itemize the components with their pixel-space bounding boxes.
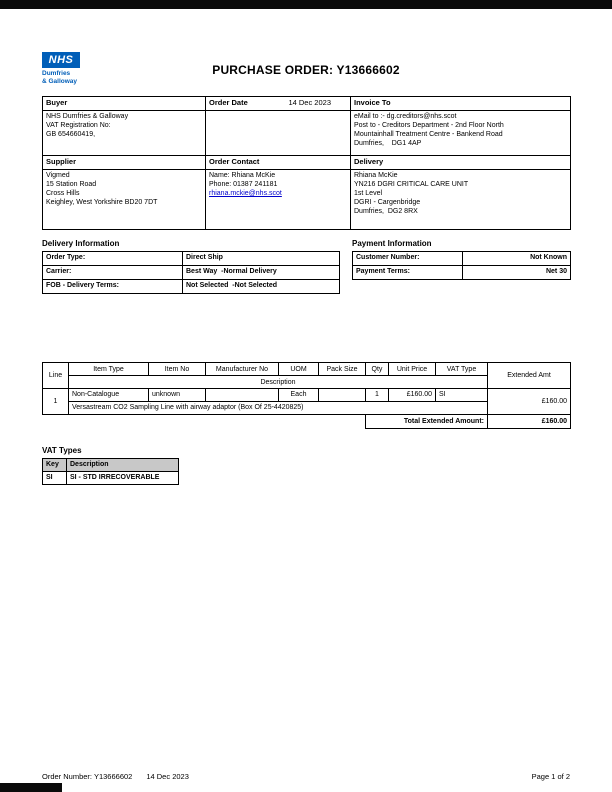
- payment-information-table: [352, 251, 571, 280]
- page-footer: [42, 772, 570, 781]
- order-header-table: [42, 96, 571, 230]
- order-contact-header: Order Contact: [206, 156, 351, 170]
- col-header-qty: Qty: [366, 363, 389, 376]
- customer-number-value: Not Known: [463, 252, 571, 266]
- delivery-information-heading: Delivery Information: [42, 239, 120, 248]
- footer-page-indicator: Page 1 of 2: [531, 772, 570, 781]
- top-edge-bar: [0, 0, 612, 9]
- invoice-to-line: Dumfries, DG1 4AP: [354, 140, 422, 147]
- order-date-label: Order Date: [209, 98, 248, 107]
- line-items-table: [42, 362, 571, 429]
- buyer-details: [43, 111, 206, 156]
- order-date-value: 14 Dec 2023: [288, 98, 331, 107]
- table-row: [43, 280, 340, 294]
- invoice-to-header: Invoice To: [351, 97, 571, 111]
- delivery-header: Delivery: [351, 156, 571, 170]
- col-header-unit-price: Unit Price: [389, 363, 436, 376]
- item-qty: 1: [366, 389, 389, 402]
- table-row: [43, 252, 340, 266]
- supplier-line: Vigmed: [46, 172, 70, 179]
- col-header-pack-size: Pack Size: [319, 363, 366, 376]
- delivery-line: Rhiana McKie: [354, 172, 398, 179]
- table-row: [43, 389, 571, 402]
- vat-types-heading: VAT Types: [42, 446, 82, 455]
- buyer-header: Buyer: [43, 97, 206, 111]
- carrier-value: Best Way -Normal Delivery: [183, 266, 340, 280]
- item-pack-size: [319, 389, 366, 402]
- contact-email-link[interactable]: rhiana.mckie@nhs.scot: [209, 190, 282, 197]
- item-uom: Each: [279, 389, 319, 402]
- vat-header-row: [43, 459, 179, 472]
- vat-key-value: SI: [43, 472, 67, 485]
- supplier-details: [43, 170, 206, 230]
- col-header-item-no: Item No: [149, 363, 206, 376]
- fob-terms-value: Not Selected -Not Selected: [183, 280, 340, 294]
- nhs-logo-box: NHS: [42, 52, 80, 68]
- items-header-row: [43, 363, 571, 376]
- buyer-line: VAT Registration No:: [46, 122, 111, 129]
- invoice-to-line: Mountainhall Treatment Centre - Bankend Road: [354, 131, 503, 138]
- customer-number-label: Customer Number:: [353, 252, 463, 266]
- delivery-line: DGRI - Cargenbridge: [354, 199, 421, 206]
- order-date-cell: [206, 97, 351, 111]
- col-header-vat-type: VAT Type: [436, 363, 488, 376]
- item-no: unknown: [149, 389, 206, 402]
- order-type-value: Direct Ship: [183, 252, 340, 266]
- footer-order-number: Order Number: Y13666602: [42, 772, 133, 781]
- delivery-line: 1st Level: [354, 190, 383, 197]
- item-manufacturer-no: [206, 389, 279, 402]
- nhs-logo-region-line2: & Galloway: [42, 78, 78, 85]
- total-extended-amount-label: Total Extended Amount:: [366, 415, 488, 429]
- item-vat-type: SI: [436, 389, 488, 402]
- bottom-edge-bar: [0, 783, 62, 792]
- vat-description-value: SI - STD IRRECOVERABLE: [67, 472, 179, 485]
- buyer-line: GB 654660419,: [46, 131, 96, 138]
- nhs-logo-region-line1: Dumfries: [42, 70, 71, 77]
- order-type-label: Order Type:: [43, 252, 183, 266]
- col-header-manufacturer-no: Manufacturer No: [206, 363, 279, 376]
- vat-description-header: Description: [67, 459, 179, 472]
- invoice-to-details: [351, 111, 571, 156]
- item-unit-price: £160.00: [389, 389, 436, 402]
- total-row: [43, 415, 571, 429]
- item-line-number: 1: [43, 389, 69, 415]
- order-date-spacer-cell: [206, 111, 351, 156]
- supplier-line: Keighley, West Yorkshire BD20 7DT: [46, 199, 158, 206]
- delivery-line: Dumfries, DG2 8RX: [354, 208, 418, 215]
- col-header-uom: UOM: [279, 363, 319, 376]
- delivery-details: [351, 170, 571, 230]
- footer-date: 14 Dec 2023: [146, 772, 189, 781]
- vat-key-header: Key: [43, 459, 67, 472]
- buyer-line: NHS Dumfries & Galloway: [46, 113, 129, 120]
- supplier-line: 15 Station Road: [46, 181, 97, 188]
- item-type: Non-Catalogue: [69, 389, 149, 402]
- delivery-information-table: [42, 251, 340, 294]
- total-extended-amount-value: £160.00: [488, 415, 571, 429]
- col-header-line: Line: [43, 363, 69, 389]
- order-contact-details: [206, 170, 351, 230]
- invoice-to-line: eMail to :- dg.creditors@nhs.scot: [354, 113, 457, 120]
- col-header-extended-amt: Extended Amt: [488, 363, 571, 389]
- page-title: PURCHASE ORDER: Y13666602: [212, 63, 400, 77]
- vat-types-table: [42, 458, 179, 485]
- table-row: [43, 472, 179, 485]
- supplier-line: Cross Hills: [46, 190, 80, 197]
- item-description: Versastream CO2 Sampling Line with airway adaptor (Box Of 25-4420825): [69, 402, 488, 415]
- fob-terms-label: FOB - Delivery Terms:: [43, 280, 183, 294]
- supplier-header: Supplier: [43, 156, 206, 170]
- order-contact-phone: Phone: 01387 241181: [209, 181, 278, 188]
- col-header-description: Description: [69, 376, 488, 389]
- table-row: [43, 266, 340, 280]
- total-row-spacer: [43, 415, 366, 429]
- carrier-label: Carrier:: [43, 266, 183, 280]
- table-row: [353, 266, 571, 280]
- item-extended-amt: £160.00: [488, 389, 571, 415]
- payment-terms-label: Payment Terms:: [353, 266, 463, 280]
- payment-information-heading: Payment Information: [352, 239, 432, 248]
- payment-terms-value: Net 30: [463, 266, 571, 280]
- delivery-line: YN216 DGRI CRITICAL CARE UNIT: [354, 181, 469, 188]
- order-contact-name: Name: Rhiana McKie: [209, 172, 276, 179]
- invoice-to-line: Post to - Creditors Department - 2nd Floor North: [354, 122, 504, 129]
- table-row: [353, 252, 571, 266]
- col-header-item-type: Item Type: [69, 363, 149, 376]
